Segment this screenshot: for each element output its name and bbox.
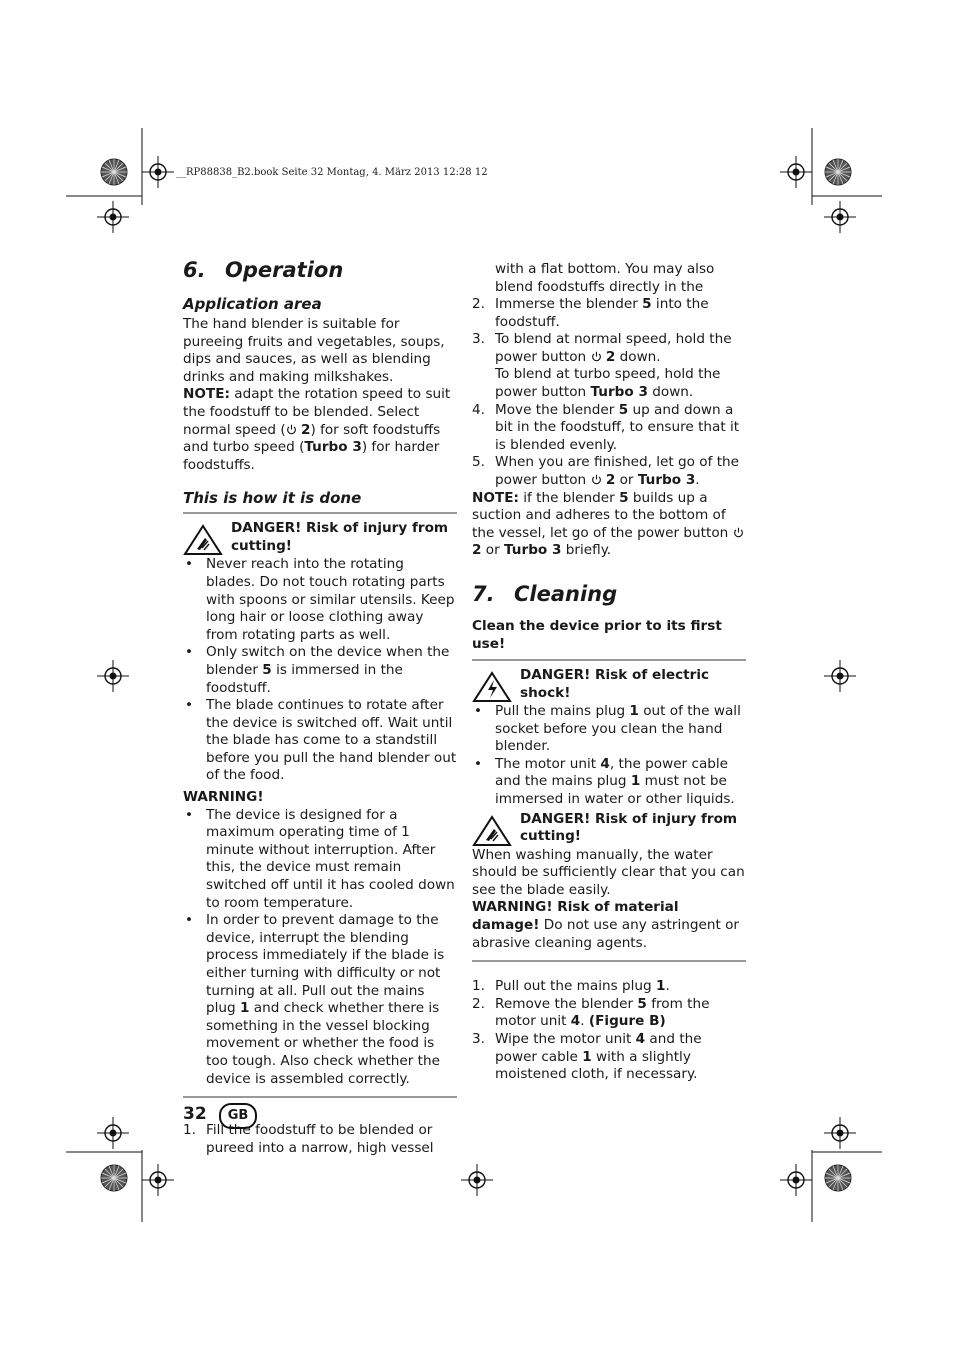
danger-box-cutting (183, 512, 457, 1098)
danger-cutting-icon (472, 815, 512, 847)
list-item: • Pull the mains plug 1 out of the wall socket before you clean the hand blender. (472, 703, 746, 756)
subheading-application-area: Application area (183, 295, 322, 313)
application-note: NOTE: adapt the rotation speed to suit the foodstuff to be blended. Select normal speed ( 2) for soft foodstuffs and turbo speed (Turbo 3) for harder foodstuffs. (183, 386, 451, 473)
danger-bullets (183, 556, 457, 785)
danger-electric-shock-icon (472, 671, 512, 703)
section-heading-operation: 6. Operation (183, 258, 344, 282)
list-item: • The motor unit 4, the power cable and the mains plug 1 must not be immersed in water or other liquids. (472, 756, 746, 809)
left-column (183, 256, 457, 1157)
danger-box-electric (472, 659, 746, 962)
section-heading-cleaning: 7. Cleaning (472, 581, 618, 606)
application-text: The hand blender is suitable for pureeing fruits and vegetables, soups, dips and sauces, as well as blending drinks and making milkshakes. (183, 316, 445, 385)
list-item: 3. To blend at normal speed, hold the power button 2 down. To blend at turbo speed, hold the power button Turbo 3 down. (472, 331, 732, 400)
language-badge: GB (219, 1103, 257, 1129)
list-item: • The blade continues to rotate after the device is switched off. Wait until the blade has come to a standstill before you pull the hand blender out of the food. (183, 697, 457, 785)
suction-note: NOTE: if the blender 5 builds up a suction and adheres to the bottom of the vessel, let go of the power button 2 or Turbo 3 briefly. (472, 490, 746, 560)
electric-bullets (472, 703, 746, 809)
list-item: • Only switch on the device when the blender 5 is immersed in the foodstuff. (183, 644, 457, 697)
list-item-continued: with a flat bottom. You may also blend foodstuffs directly in the (495, 261, 715, 295)
page-number: 32 (183, 1104, 207, 1124)
power-button-icon (733, 527, 744, 538)
cleaning-steps (472, 978, 746, 1084)
washing-text: When washing manually, the water should be sufficiently clear that you can see the blade easily. (472, 846, 745, 898)
danger-cutting-icon (183, 524, 223, 556)
right-column (472, 261, 746, 1084)
list-item: 1. Fill the foodstuff to be blended or pureed into a narrow, high vessel (183, 1122, 434, 1156)
power-button-icon (286, 424, 297, 435)
danger-label: DANGER! Risk of injury from cutting! (231, 520, 449, 554)
power-button-icon (591, 474, 602, 485)
material-warning: WARNING! Risk of material damage! Do not use any astringent or abrasive cleaning agents. (472, 899, 739, 951)
warning-bullets (183, 807, 457, 1089)
danger-label: DANGER! Risk of electric shock! (520, 667, 710, 701)
print-header: __RP88838_B2.book Seite 32 Montag, 4. März 2013 12:28 12 (176, 167, 488, 178)
list-item: 4. Move the blender 5 up and down a bit in the foodstuff, to ensure that it is blended evenly. (472, 401, 740, 453)
list-item: 3. Wipe the motor unit 4 and the power cable 1 with a slightly moistened cloth, if necessary. (472, 1031, 702, 1083)
warning-label: WARNING! (183, 789, 264, 806)
power-button-icon (591, 351, 602, 362)
list-item: 5. When you are finished, let go of the power button 2 or Turbo 3. (472, 454, 740, 488)
list-item: • The device is designed for a maximum operating time of 1 minute without interruption. After this, the device must remain switched off until it has cooled down to room temperature. (183, 807, 457, 913)
list-item: 1. Pull out the mains plug 1. (472, 978, 670, 995)
list-item: 2. Remove the blender 5 from the motor unit 4. (Figure B) (472, 995, 710, 1030)
list-item: 2. Immerse the blender 5 into the foodstuff. (472, 296, 709, 330)
list-item: • In order to prevent damage to the device, interrupt the blending process immediately if the blade is either turning with difficulty or not turning at all. Pull out the mains plug 1 and check whether there is something in the vessel blocking movement or whether the food is too tough. Also check whether the device is assembled correctly. (183, 912, 457, 1088)
list-item: • Never reach into the rotating blades. Do not touch rotating parts with spoons or similar utensils. Keep long hair or loose clothing away from rotating parts as well. (183, 556, 457, 644)
danger-label: DANGER! Risk of injury from cutting! (520, 810, 738, 845)
subheading-how-to: This is how it is done (183, 489, 362, 508)
cleaning-lead: Clean the device prior to its first use! (472, 617, 722, 652)
steps-list-right (472, 261, 746, 490)
